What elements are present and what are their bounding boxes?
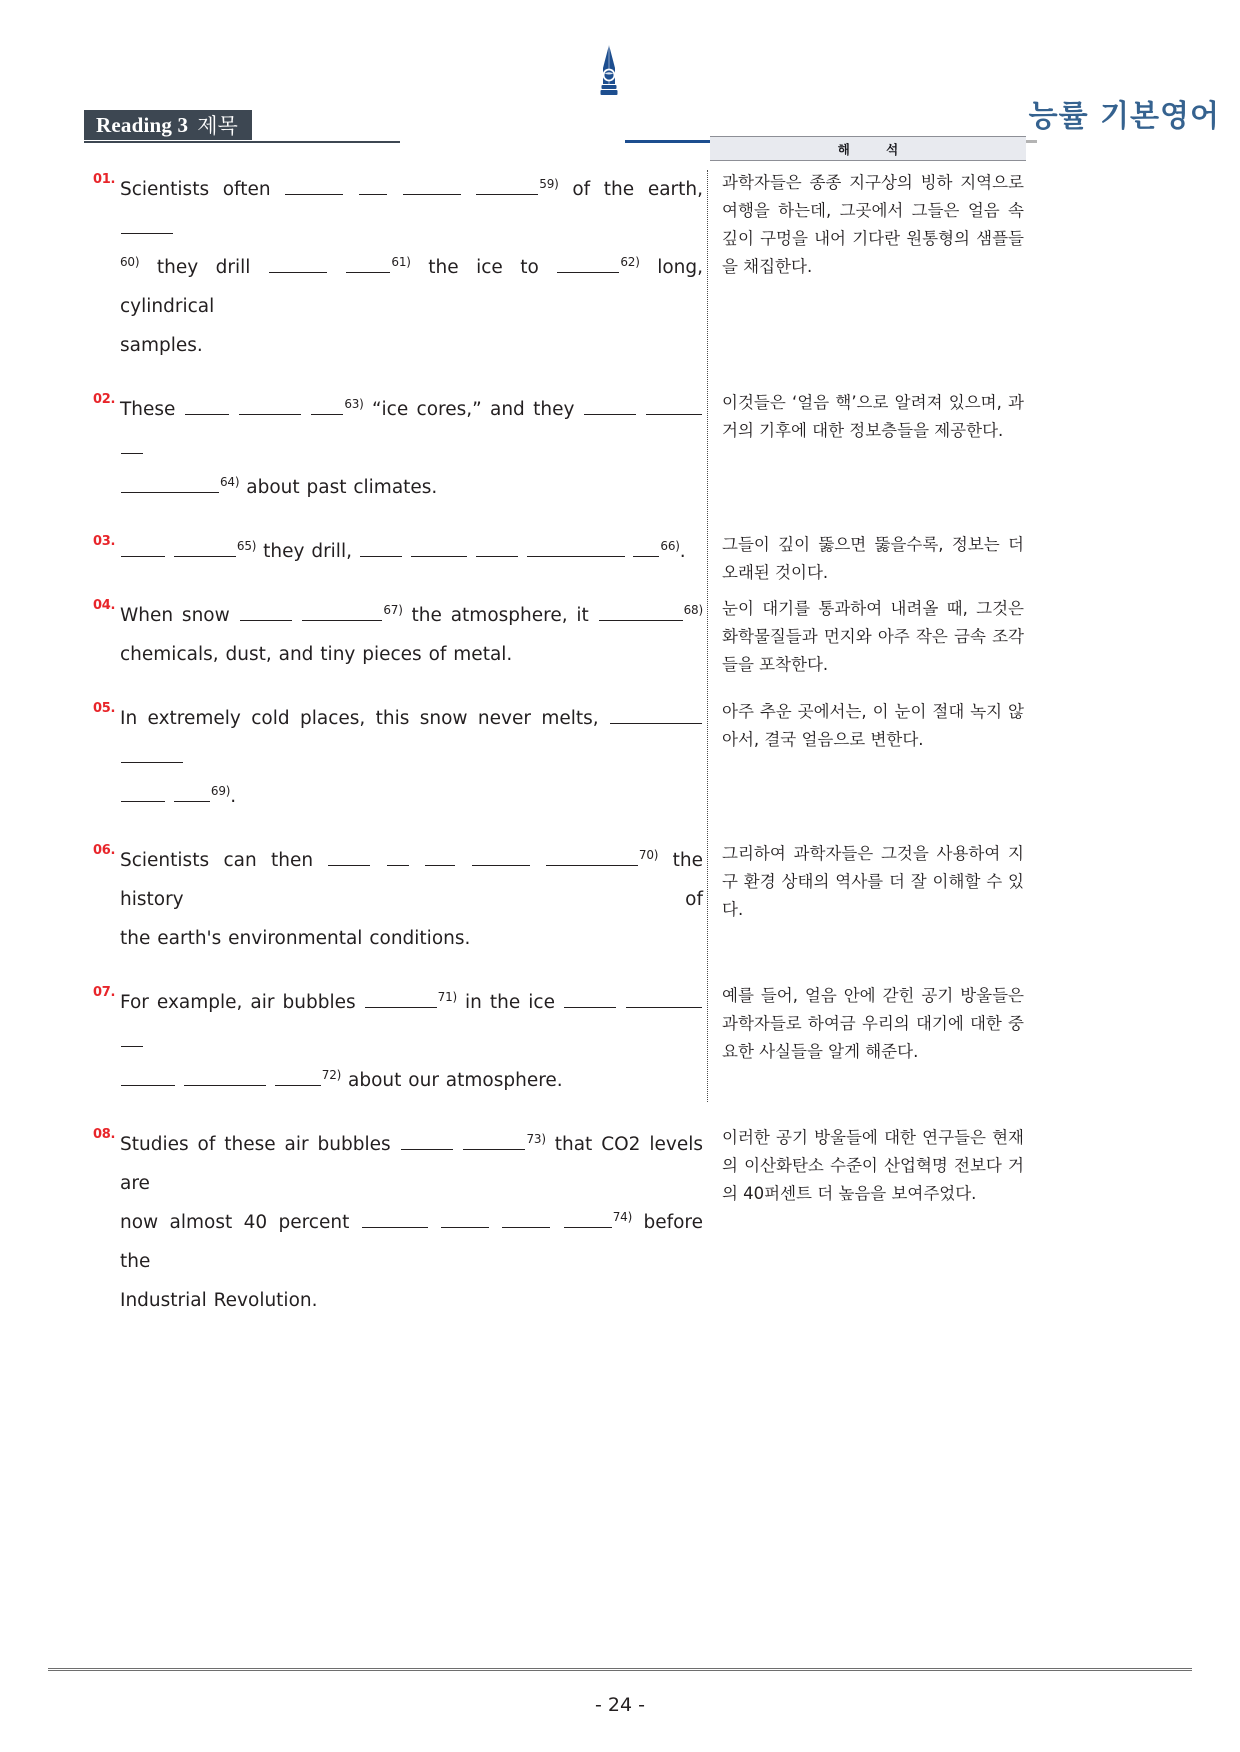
- answer-blank[interactable]: [546, 848, 638, 866]
- question-row: [0, 983, 1240, 1100]
- blank-reference-number: 64): [220, 474, 240, 489]
- question-text-line: now almost 40 percent $^{74)}$ before the: [120, 1209, 703, 1272]
- answer-blank[interactable]: [472, 848, 530, 866]
- answer-blank[interactable]: [275, 1068, 321, 1086]
- question-number: 01.: [93, 172, 116, 187]
- question-number: 03.: [93, 534, 116, 549]
- answer-blank[interactable]: [346, 255, 390, 273]
- answer-blank[interactable]: [360, 539, 402, 557]
- question-number: 04.: [93, 598, 116, 613]
- question-text-line: In extremely cold places, this snow never melts,: [120, 699, 703, 777]
- question-row: [0, 532, 1240, 582]
- blank-reference-number: 70): [638, 847, 659, 862]
- answer-blank[interactable]: [626, 990, 702, 1008]
- footer-divider-rule: [48, 1668, 1192, 1671]
- answer-blank[interactable]: [441, 1210, 489, 1228]
- question-row: [0, 170, 1240, 365]
- answer-blank[interactable]: [476, 539, 518, 557]
- question-text-line: Industrial Revolution.: [120, 1290, 318, 1311]
- question-english-text: [120, 1125, 703, 1320]
- answer-blank[interactable]: [121, 436, 143, 454]
- question-text-line: samples.: [120, 335, 203, 356]
- section-label-topic: 제목: [197, 114, 238, 138]
- answer-blank[interactable]: [527, 539, 625, 557]
- answer-blank[interactable]: [403, 177, 461, 195]
- answer-blank[interactable]: [401, 1132, 453, 1150]
- blank-reference-number: 74): [612, 1209, 633, 1224]
- blank-reference-number: 67): [383, 602, 403, 617]
- answer-blank[interactable]: [302, 603, 382, 621]
- question-text-line: $^{69)}$.: [120, 777, 703, 816]
- answer-blank[interactable]: [557, 255, 619, 273]
- answer-blank[interactable]: [502, 1210, 550, 1228]
- blank-reference-number: 68): [683, 602, 703, 617]
- question-number: 08.: [93, 1127, 116, 1142]
- answer-blank[interactable]: [411, 539, 467, 557]
- blank-reference-number: 62): [620, 254, 640, 269]
- question-row: [0, 390, 1240, 507]
- section-title-bar: [84, 110, 252, 140]
- question-number: 06.: [93, 843, 116, 858]
- answer-blank[interactable]: [564, 1210, 612, 1228]
- question-korean-translation: 눈이 대기를 통과하여 내려올 때, 그것은 화학물질들과 먼지와 아주 작은 금속 조각들을 포착한다.: [722, 599, 1024, 674]
- answer-blank[interactable]: [359, 177, 387, 195]
- question-korean-translation: 그리하여 과학자들은 그것을 사용하여 지구 환경 상태의 역사를 더 잘 이해할 수 있다.: [722, 844, 1024, 919]
- answer-blank[interactable]: [121, 745, 183, 763]
- answer-blank[interactable]: [633, 539, 659, 557]
- question-korean-translation: 과학자들은 종종 지구상의 빙하 지역으로 여행을 하는데, 그곳에서 그들은 얼음 속 깊이 구멍을 내어 기다란 원통형의 샘플들을 채집한다.: [722, 173, 1024, 276]
- section-underline: [84, 141, 400, 143]
- blank-reference-number: 59): [539, 176, 559, 191]
- question-row: [0, 596, 1240, 674]
- answer-blank[interactable]: [365, 990, 437, 1008]
- blank-reference-number: 72): [321, 1067, 342, 1082]
- page-number: - 24 -: [595, 1694, 645, 1716]
- question-row: [0, 699, 1240, 816]
- question-korean-translation: 예를 들어, 얼음 안에 갇힌 공기 방울들은 과학자들로 하여금 우리의 대기에 대한 중요한 사실들을 알게 해준다.: [722, 986, 1024, 1061]
- answer-blank[interactable]: [476, 177, 538, 195]
- question-english-text: [120, 699, 703, 816]
- question-korean-translation: 이러한 공기 방울들에 대한 연구들은 현재의 이산화탄소 수준이 산업혁명 전보다 거의 40퍼센트 더 높음을 보여주었다.: [722, 1128, 1024, 1203]
- question-english-text: [120, 596, 703, 674]
- question-row: [0, 1125, 1240, 1320]
- answer-blank[interactable]: [584, 397, 636, 415]
- question-text-line: $^{60)}$ they drill $^{61)}$ the ice to $^{62)}$ long, cylindrical: [120, 254, 703, 317]
- translation-column-header: [710, 136, 1026, 161]
- blank-reference-number: 73): [526, 1131, 546, 1146]
- blank-reference-number: 61): [391, 254, 411, 269]
- translation-header-label: 해 석: [837, 141, 915, 157]
- question-text-line: $^{65)}$ they drill, $^{66)}$.: [120, 532, 703, 571]
- question-english-text: [120, 841, 703, 958]
- blank-reference-number: 71): [437, 989, 458, 1004]
- answer-blank[interactable]: [425, 848, 455, 866]
- answer-blank[interactable]: [599, 603, 683, 621]
- question-text-line: $^{64)}$ about past climates.: [120, 468, 703, 507]
- question-number: 05.: [93, 701, 116, 716]
- answer-blank[interactable]: [328, 848, 370, 866]
- question-english-text: [120, 170, 703, 365]
- answer-blank[interactable]: [184, 1068, 266, 1086]
- answer-blank[interactable]: [564, 990, 616, 1008]
- question-row: [0, 841, 1240, 958]
- question-korean-translation: 아주 추운 곳에서는, 이 눈이 절대 녹지 않아서, 결국 얼음으로 변한다.: [722, 702, 1024, 749]
- answer-blank[interactable]: [285, 177, 343, 195]
- answer-blank[interactable]: [239, 397, 301, 415]
- blank-reference-number: 63): [344, 396, 364, 411]
- answer-blank[interactable]: [121, 784, 165, 802]
- question-text-line: Studies of these air bubbles $^{73)}$ that CO2 levels are: [120, 1131, 703, 1194]
- question-text-line: When snow $^{67)}$ the atmosphere, it $^{68)}$: [120, 602, 703, 626]
- question-text-line: These $^{63)}$ “ice cores,” and they: [120, 390, 703, 468]
- question-list: [0, 170, 1240, 1345]
- answer-blank[interactable]: [387, 848, 409, 866]
- question-text-line: $^{72)}$ about our atmosphere.: [120, 1061, 703, 1100]
- blank-reference-number: 65): [236, 538, 257, 553]
- answer-blank[interactable]: [311, 397, 343, 415]
- answer-blank[interactable]: [185, 397, 229, 415]
- question-korean-translation: 이것들은 ‘얼음 핵’으로 알려져 있으며, 과거의 기후에 대한 정보층들을 제공한다.: [722, 393, 1024, 440]
- answer-blank[interactable]: [174, 539, 236, 557]
- answer-blank[interactable]: [610, 706, 702, 724]
- answer-blank[interactable]: [121, 539, 165, 557]
- section-label-reading: Reading 3: [96, 112, 189, 137]
- answer-blank[interactable]: [646, 397, 702, 415]
- question-english-text: [120, 983, 703, 1100]
- answer-blank[interactable]: [240, 603, 292, 621]
- answer-blank[interactable]: [121, 1068, 175, 1086]
- question-number: 02.: [93, 392, 116, 407]
- question-english-text: [120, 390, 703, 507]
- answer-blank[interactable]: [362, 1210, 428, 1228]
- pen-nib-icon: [592, 44, 626, 100]
- question-english-text: [120, 532, 703, 571]
- question-text-line: For example, air bubbles $^{71)}$ in the ice: [120, 983, 703, 1061]
- question-text-line: Scientists often $^{59)}$ of the earth,: [120, 170, 703, 248]
- answer-blank[interactable]: [121, 1029, 143, 1047]
- answer-blank[interactable]: [463, 1132, 525, 1150]
- question-text-line: Scientists can then $^{70)}$ the history of: [120, 847, 703, 910]
- question-korean-translation: 그들이 깊이 뚫으면 뚫을수록, 정보는 더 오래된 것이다.: [722, 535, 1024, 582]
- question-number: 07.: [93, 985, 116, 1000]
- blank-reference-number: 66): [660, 538, 680, 553]
- answer-blank[interactable]: [121, 475, 219, 493]
- blank-reference-number: 60): [120, 254, 140, 269]
- question-text-line: the earth's environmental conditions.: [120, 928, 471, 949]
- question-text-line: chemicals, dust, and tiny pieces of metal.: [120, 644, 513, 665]
- answer-blank[interactable]: [269, 255, 327, 273]
- blank-reference-number: 69): [210, 783, 231, 798]
- answer-blank[interactable]: [174, 784, 210, 802]
- answer-blank[interactable]: [121, 216, 173, 234]
- brand-title: 능률 기본영어: [1028, 99, 1220, 134]
